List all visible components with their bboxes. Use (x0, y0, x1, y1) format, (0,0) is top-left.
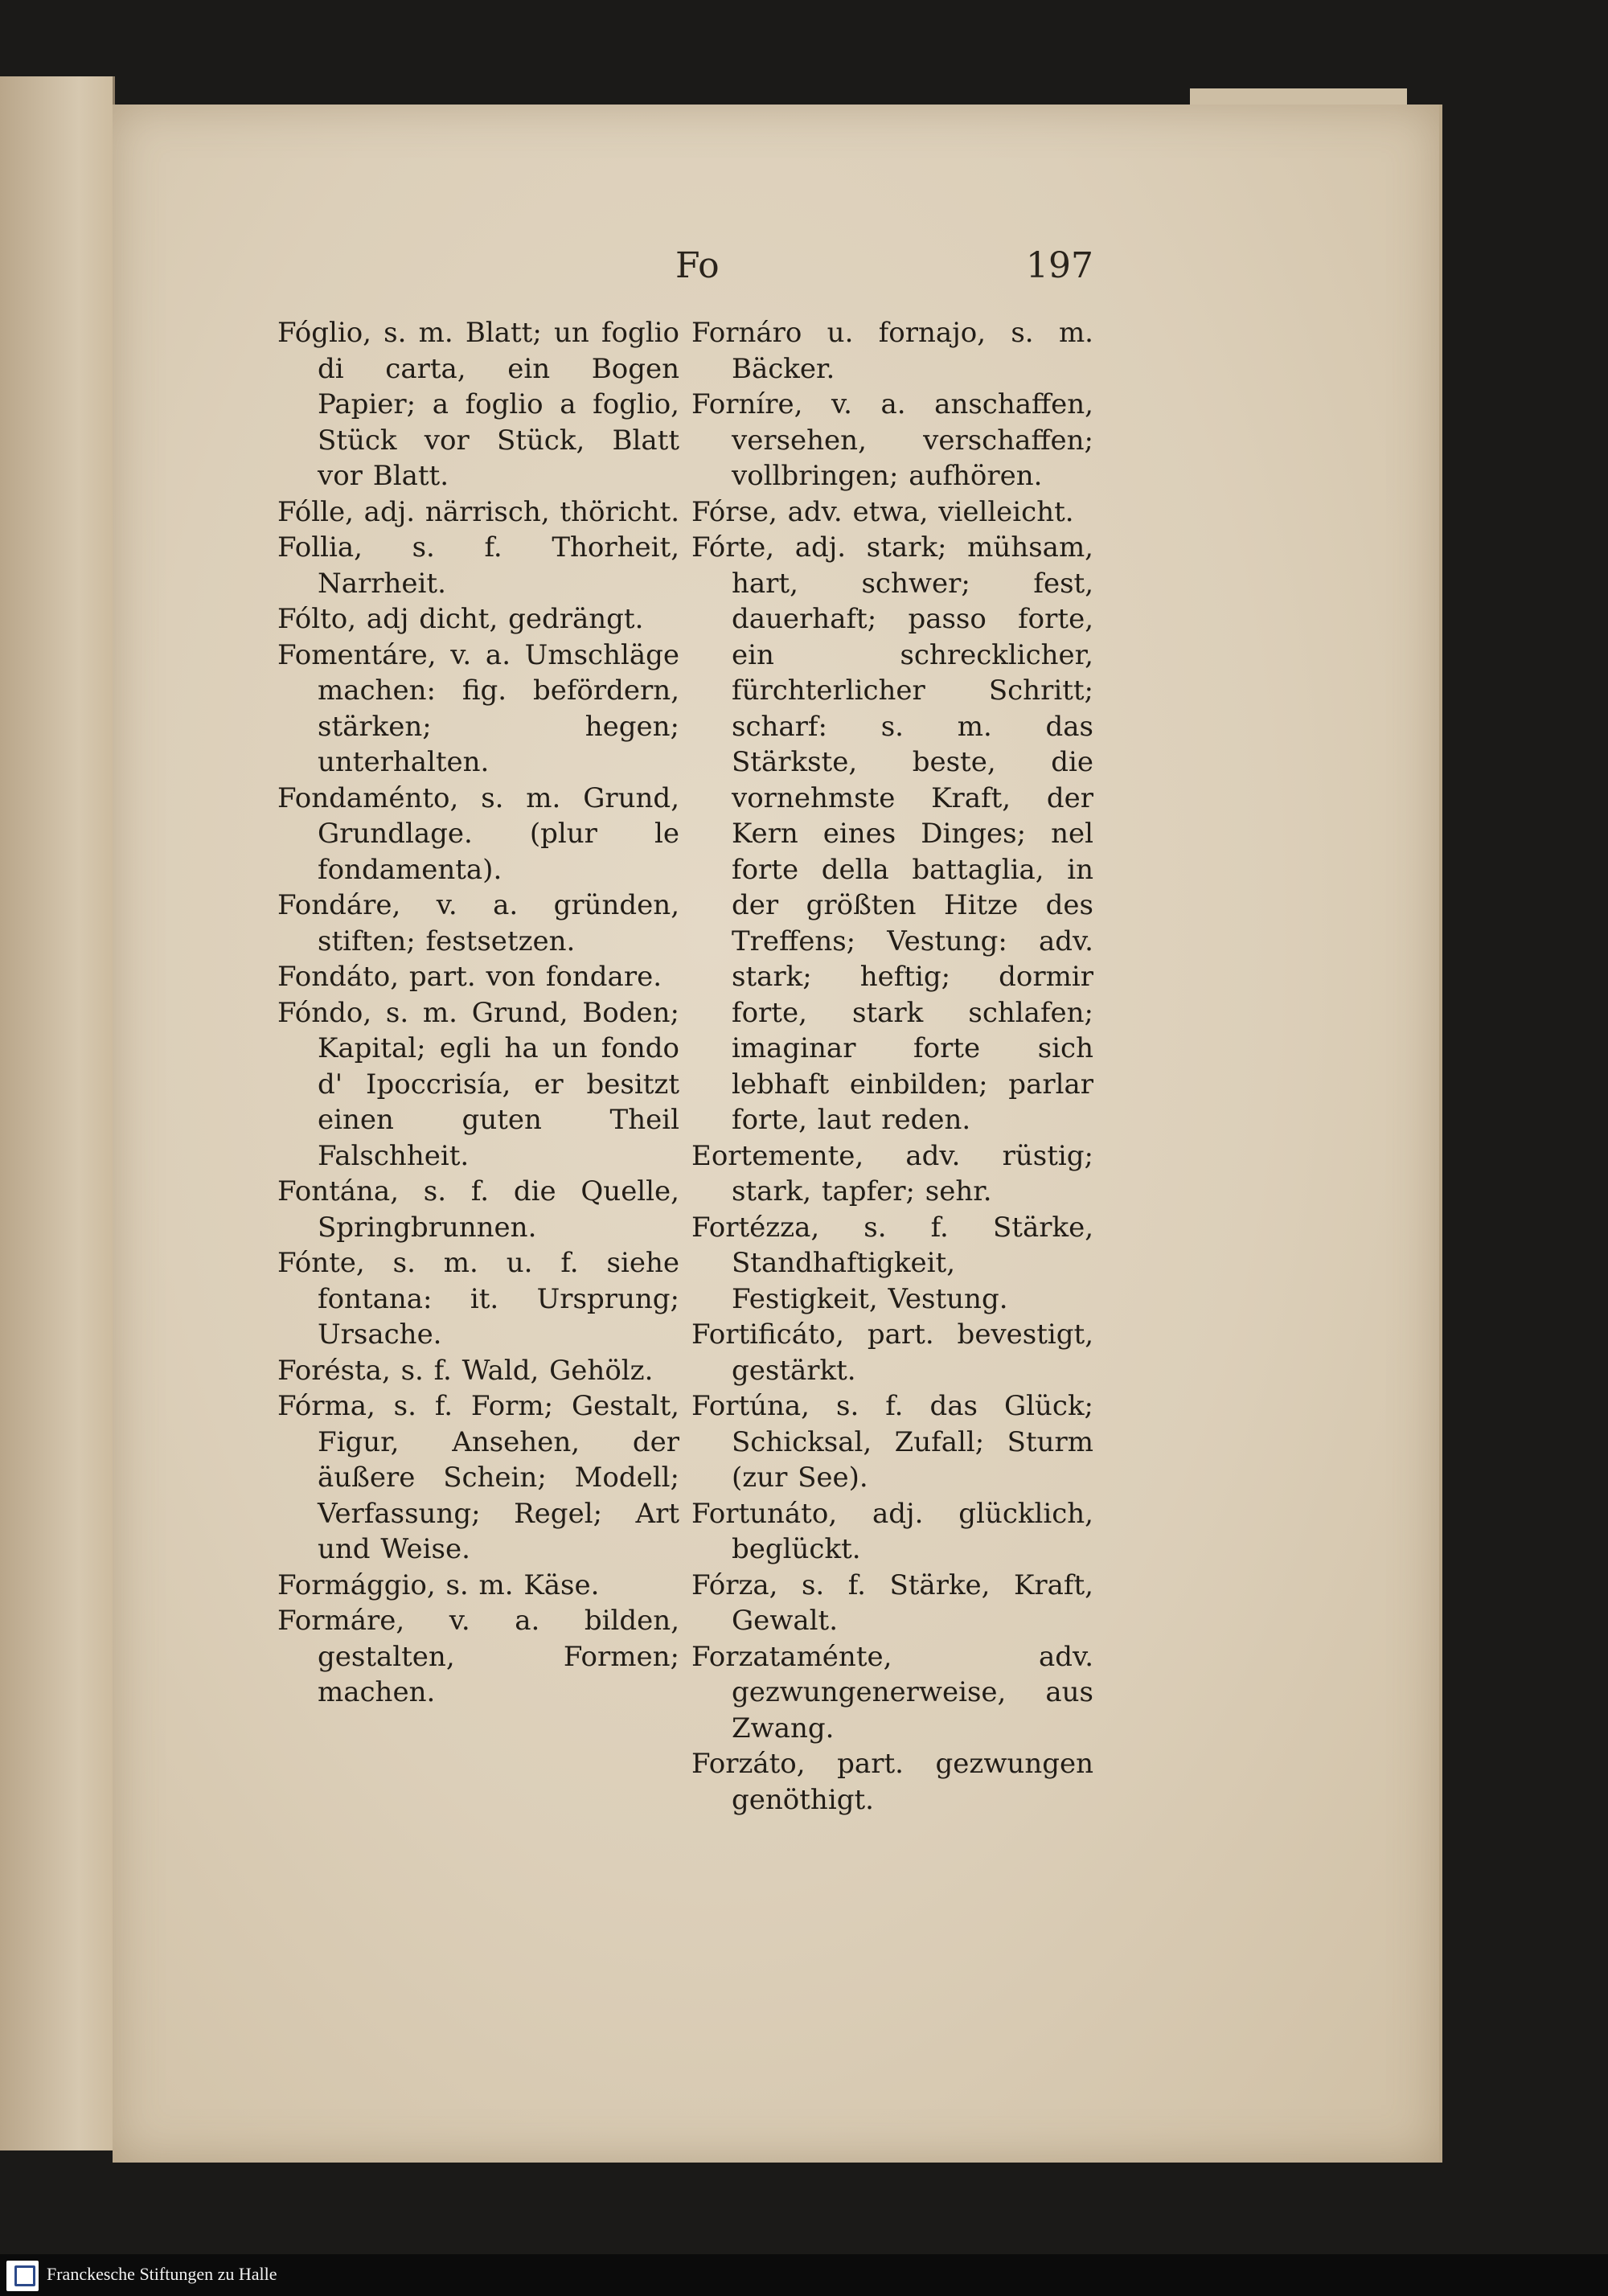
dictionary-entry: Fóndo, s. m. Grund, Boden; Kapital; egli ha un fondo d' Ipoccrisía, er besitzt einen guten Theil Falschheit. (277, 996, 679, 1172)
dictionary-entry: Fomentáre, v. a. Umschläge machen: fig. befördern, stärken; hegen; unterhalten. (277, 638, 679, 778)
dictionary-entry: Fondáto, part. von fondare. (277, 961, 662, 993)
left-column (277, 315, 679, 1711)
dictionary-entry: Fortificáto, part. bevestigt, gestärkt. (691, 1318, 1093, 1387)
dictionary-entry: Follia, s. f. Thorheit, Narrheit. (277, 531, 679, 600)
dictionary-entry: Forníre, v. a. anschaffen, versehen, verschaffen; vollbringen; aufhören. (691, 388, 1093, 492)
dictionary-entry: Fontána, s. f. die Quelle, Springbrunnen. (277, 1175, 679, 1244)
running-head (675, 245, 1093, 293)
institution-logo-icon (6, 2261, 39, 2291)
dictionary-entry: Fondáre, v. a. gründen, stiften; festsetzen. (277, 889, 679, 957)
dictionary-entry: Fortézza, s. f. Stärke, Standhaftigkeit, Festigkeit, Vestung. (691, 1211, 1093, 1315)
dictionary-entry: Fónte, s. m. u. f. siehe fontana: it. Ursprung; Ursache. (277, 1247, 679, 1351)
dictionary-entry: Fóglio, s. m. Blatt; un foglio di carta, ein Bogen Papier; a foglio a foglio, Stück vor Stück, Blatt vor Blatt. (277, 317, 679, 492)
page-number: 197 (1026, 245, 1093, 286)
running-head-letters: Fo (675, 245, 720, 286)
dictionary-entry: Fólle, adj. närrisch, thöricht. (277, 495, 679, 528)
dictionary-entry: Eortemente, adv. rüstig; stark, tapfer; sehr. (691, 1139, 1093, 1207)
dictionary-entry: Formáre, v. a. bilden, gestalten, Formen; machen. (277, 1605, 679, 1708)
dictionary-entry: Forzataménte, adv. gezwungenerweise, aus Zwang. (691, 1640, 1093, 1745)
dictionary-entry: Forzáto, part. gezwungen genöthigt. (691, 1748, 1093, 1816)
right-column (691, 315, 1093, 1818)
dictionary-entry: Forésta, s. f. Wald, Gehölz. (277, 1354, 654, 1387)
left-page-edge (0, 76, 115, 2150)
dictionary-entry: Fondaménto, s. m. Grund, Grundlage. (plur le fondamenta). (277, 781, 679, 886)
dictionary-entry: Fólto, adj dicht, gedrängt. (277, 603, 644, 635)
dictionary-entry: Fortunáto, adj. glücklich, beglückt. (691, 1497, 1093, 1565)
dictionary-entry: Fórza, s. f. Stärke, Kraft, Gewalt. (691, 1568, 1093, 1637)
dictionary-entry: Fórse, adv. etwa, vielleicht. (691, 495, 1074, 528)
dictionary-entry: Fórma, s. f. Form; Gestalt, Figur, Ansehen, der äußere Schein; Modell; Verfassung; Regel; Art und Weise. (277, 1390, 679, 1565)
dictionary-entry: Fornáro u. fornajo, s. m. Bäcker. (691, 317, 1093, 385)
dictionary-entry: Formággio, s. m. Käse. (277, 1568, 600, 1601)
dictionary-entry: Fórte, adj. stark; mühsam, hart, schwer; fest, dauerhaft; passo forte, ein schrecklicher, fürchterlicher Schritt; scharf: s. m. das Stärkste, beste, die vornehmste Kraft, der Kern eines Dinges; nel forte della battaglia, in der größten Hitze des Treffens; Vestung: adv. stark; heftig; dormir forte, stark schlafen; imaginar forte sich lebhaft einbilden; parlar forte, laut reden. (691, 531, 1093, 1136)
dictionary-entry: Fortúna, s. f. das Glück; Schicksal, Zufall; Sturm (zur See). (691, 1390, 1093, 1494)
footer-bar (0, 2254, 1608, 2296)
institution-name: Franckesche Stiftungen zu Halle (47, 2264, 277, 2284)
